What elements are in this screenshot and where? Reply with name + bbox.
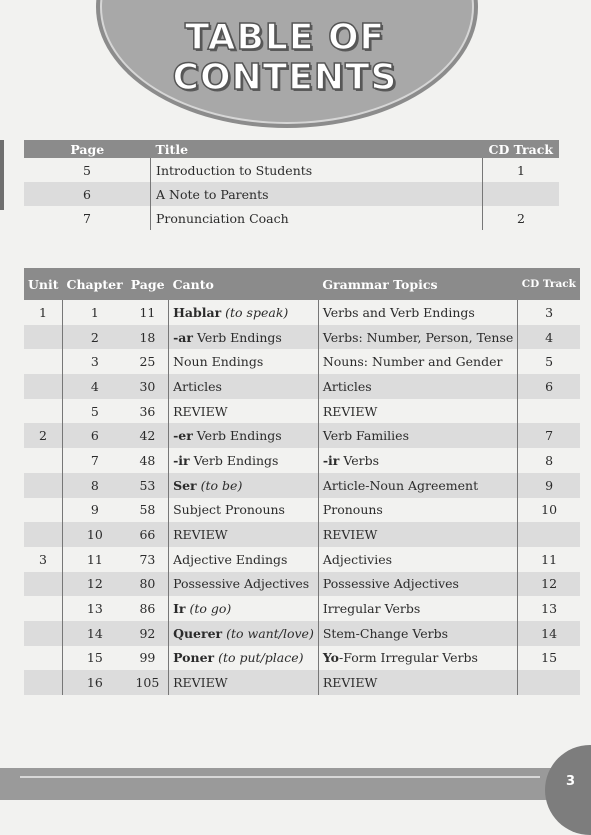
canto-text: REVIEW xyxy=(173,527,228,543)
front-matter-table xyxy=(24,140,559,230)
cell-grammar-topics xyxy=(318,448,517,473)
cell-page: 86 xyxy=(139,601,156,617)
cell-cd-track xyxy=(518,399,580,424)
cell-cd-track xyxy=(518,522,580,547)
cell-page: 92 xyxy=(139,625,156,641)
cell-cd-track: 1 xyxy=(483,158,560,182)
cell-unit xyxy=(24,522,63,547)
footer-band xyxy=(0,768,591,800)
table-row xyxy=(24,596,580,621)
table-row xyxy=(24,522,580,547)
cell-grammar-topics xyxy=(318,325,517,350)
cell-title: Pronunciation Coach xyxy=(151,206,483,230)
contents-header-row xyxy=(24,268,580,300)
cell-title: Introduction to Students xyxy=(151,158,483,182)
table-row xyxy=(24,374,580,399)
cell-page: 48 xyxy=(139,452,156,468)
cell-cd-track xyxy=(483,182,560,206)
cell-chapter: 1 xyxy=(63,300,127,325)
cell-page: 42 xyxy=(139,428,156,444)
cell-chapter: 6 xyxy=(63,423,127,448)
cell-page: 7 xyxy=(83,210,91,226)
cell-canto xyxy=(169,670,319,695)
cell-unit xyxy=(24,646,63,671)
cell-page: 58 xyxy=(139,502,156,518)
cell-unit xyxy=(24,498,63,523)
cell-canto xyxy=(169,646,319,671)
table-row xyxy=(24,182,559,206)
cell-unit xyxy=(24,399,63,424)
column-header-canto: Canto xyxy=(172,276,214,292)
cell-grammar-topics xyxy=(318,522,517,547)
cell-cd-track: 6 xyxy=(518,374,580,399)
canto-translation: (to be) xyxy=(200,477,243,493)
grammar-text: REVIEW xyxy=(322,527,378,543)
column-header-cd-track: CD Track xyxy=(521,278,576,290)
cell-chapter: 12 xyxy=(63,572,127,597)
cell-title: A Note to Parents xyxy=(151,182,483,206)
cell-page: 30 xyxy=(139,378,156,394)
table-row xyxy=(24,399,580,424)
cell-cd-track: 4 xyxy=(518,325,580,350)
canto-text: REVIEW xyxy=(173,403,228,419)
table-row xyxy=(24,646,580,671)
cell-unit xyxy=(24,670,63,695)
grammar-text: REVIEW xyxy=(322,675,378,691)
cell-chapter: 3 xyxy=(63,349,127,374)
cell-unit xyxy=(24,621,63,646)
cell-cd-track: 13 xyxy=(518,596,580,621)
canto-translation: (to speak) xyxy=(225,304,289,320)
table-row xyxy=(24,547,580,572)
cell-cd-track: 11 xyxy=(518,547,580,572)
cell-canto xyxy=(169,572,319,597)
cell-grammar-topics xyxy=(318,374,517,399)
column-header-unit: Unit xyxy=(28,276,59,292)
cell-unit xyxy=(24,349,63,374)
cell-chapter: 11 xyxy=(63,547,127,572)
table-row xyxy=(24,448,580,473)
canto-bold: Querer xyxy=(173,625,223,641)
cell-page: 80 xyxy=(139,576,156,592)
cell-page: 53 xyxy=(139,477,156,493)
cell-chapter: 8 xyxy=(63,473,127,498)
cell-canto xyxy=(169,399,319,424)
grammar-text: Verbs xyxy=(343,452,380,468)
grammar-bold: -ir xyxy=(322,452,340,468)
grammar-text: Verbs and Verb Endings xyxy=(322,304,475,320)
table-row xyxy=(24,423,580,448)
cell-unit xyxy=(24,473,63,498)
cell-grammar-topics xyxy=(318,423,517,448)
cell-cd-track: 2 xyxy=(483,206,560,230)
table-row xyxy=(24,349,580,374)
contents-table xyxy=(24,268,580,695)
cell-grammar-topics xyxy=(318,621,517,646)
cell-grammar-topics xyxy=(318,473,517,498)
cell-grammar-topics xyxy=(318,349,517,374)
grammar-text: Pronouns xyxy=(322,502,383,518)
cell-grammar-topics xyxy=(318,399,517,424)
cell-canto xyxy=(169,374,319,399)
grammar-text: Article-Noun Agreement xyxy=(322,477,479,493)
cell-chapter: 10 xyxy=(63,522,127,547)
canto-text: Noun Endings xyxy=(173,354,264,370)
canto-text: Subject Pronouns xyxy=(173,502,285,518)
canto-text: Verb Endings xyxy=(196,329,282,345)
column-header-page: Page xyxy=(130,276,165,292)
column-header-page: Page xyxy=(70,141,105,157)
cell-chapter: 16 xyxy=(63,670,127,695)
table-row xyxy=(24,473,580,498)
cell-chapter: 4 xyxy=(63,374,127,399)
canto-bold: Ser xyxy=(173,477,197,493)
grammar-text: Articles xyxy=(322,378,372,394)
cell-cd-track: 5 xyxy=(518,349,580,374)
canto-text: REVIEW xyxy=(173,675,228,691)
cell-page: 73 xyxy=(139,551,156,567)
grammar-text: Adjectivies xyxy=(322,551,393,567)
page-number: 3 xyxy=(566,774,576,789)
cell-cd-track: 3 xyxy=(518,300,580,325)
cell-page: 5 xyxy=(83,162,91,178)
left-edge-tab xyxy=(0,140,4,210)
cell-grammar-topics xyxy=(318,300,517,325)
column-header-title: Title xyxy=(155,141,189,157)
cell-unit xyxy=(24,374,63,399)
table-row xyxy=(24,300,580,325)
cell-unit: 3 xyxy=(39,551,47,567)
page-title-line-2: CONTENTS xyxy=(172,57,398,98)
footer-corner-decoration xyxy=(545,745,591,835)
cell-chapter: 15 xyxy=(63,646,127,671)
table-row xyxy=(24,325,580,350)
canto-bold: -ar xyxy=(173,329,193,345)
cell-grammar-topics xyxy=(318,646,517,671)
cell-unit: 1 xyxy=(39,304,47,320)
cell-chapter: 7 xyxy=(63,448,127,473)
cell-canto xyxy=(169,300,319,325)
cell-canto xyxy=(169,423,319,448)
grammar-text: REVIEW xyxy=(322,403,378,419)
cell-grammar-topics xyxy=(318,596,517,621)
canto-translation: (to want/love) xyxy=(226,625,314,641)
cell-chapter: 5 xyxy=(63,399,127,424)
cell-cd-track: 9 xyxy=(518,473,580,498)
cell-canto xyxy=(169,596,319,621)
grammar-text: Verbs: Number, Person, Tense xyxy=(322,329,514,345)
canto-text: Articles xyxy=(173,378,222,394)
cell-cd-track xyxy=(518,670,580,695)
cell-page: 25 xyxy=(139,354,156,370)
cell-cd-track: 8 xyxy=(518,448,580,473)
canto-translation: (to go) xyxy=(189,601,232,617)
cell-page: 36 xyxy=(139,403,156,419)
cell-unit xyxy=(24,572,63,597)
table-row xyxy=(24,670,580,695)
canto-bold: -er xyxy=(173,428,193,444)
grammar-text: Stem-Change Verbs xyxy=(322,625,449,641)
page-title-line-1: TABLE OF xyxy=(184,17,386,58)
cell-cd-track: 14 xyxy=(518,621,580,646)
cell-chapter: 9 xyxy=(63,498,127,523)
front-matter-header-row xyxy=(24,140,559,158)
table-row xyxy=(24,572,580,597)
canto-text: Possessive Adjectives xyxy=(173,576,310,592)
cell-canto xyxy=(169,448,319,473)
cell-grammar-topics xyxy=(318,547,517,572)
cell-canto xyxy=(169,473,319,498)
grammar-text: Possessive Adjectives xyxy=(322,576,459,592)
canto-text: Verb Endings xyxy=(196,428,282,444)
grammar-bold: Yo xyxy=(322,650,340,666)
cell-canto xyxy=(169,325,319,350)
grammar-text: Irregular Verbs xyxy=(322,601,421,617)
table-row xyxy=(24,158,559,182)
cell-cd-track: 7 xyxy=(518,423,580,448)
cell-canto xyxy=(169,547,319,572)
canto-bold: Hablar xyxy=(173,304,222,320)
cell-grammar-topics xyxy=(318,498,517,523)
cell-chapter: 13 xyxy=(63,596,127,621)
cell-cd-track: 12 xyxy=(518,572,580,597)
cell-cd-track: 15 xyxy=(518,646,580,671)
canto-text: Adjective Endings xyxy=(173,551,288,567)
canto-text: Verb Endings xyxy=(193,452,279,468)
column-header-chapter: Chapter xyxy=(66,276,123,292)
cell-canto xyxy=(169,349,319,374)
cell-unit: 2 xyxy=(39,428,47,444)
canto-bold: Poner xyxy=(173,650,215,666)
table-row xyxy=(24,621,580,646)
cell-page: 105 xyxy=(135,675,160,691)
cell-page: 99 xyxy=(139,650,156,666)
cell-canto xyxy=(169,498,319,523)
cell-chapter: 14 xyxy=(63,621,127,646)
table-row xyxy=(24,498,580,523)
cell-page: 6 xyxy=(83,186,91,202)
cell-grammar-topics xyxy=(318,572,517,597)
page-title xyxy=(140,18,430,98)
cell-unit xyxy=(24,325,63,350)
canto-bold: Ir xyxy=(173,601,186,617)
table-row xyxy=(24,206,559,230)
column-header-cd-track: CD Track xyxy=(488,141,553,157)
cell-unit xyxy=(24,448,63,473)
grammar-text: Verb Families xyxy=(322,428,409,444)
canto-translation: (to put/place) xyxy=(218,650,304,666)
cell-page: 66 xyxy=(139,527,156,543)
canto-bold: -ir xyxy=(173,452,190,468)
grammar-text: Nouns: Number and Gender xyxy=(322,354,503,370)
grammar-text: -Form Irregular Verbs xyxy=(339,650,478,666)
cell-canto xyxy=(169,621,319,646)
column-header-grammar-topics: Grammar Topics xyxy=(322,276,438,292)
cell-canto xyxy=(169,522,319,547)
cell-page: 11 xyxy=(139,304,156,320)
cell-page: 18 xyxy=(139,329,156,345)
cell-chapter: 2 xyxy=(63,325,127,350)
footer-divider xyxy=(20,776,540,778)
cell-grammar-topics xyxy=(318,670,517,695)
cell-unit xyxy=(24,596,63,621)
cell-cd-track: 10 xyxy=(518,498,580,523)
